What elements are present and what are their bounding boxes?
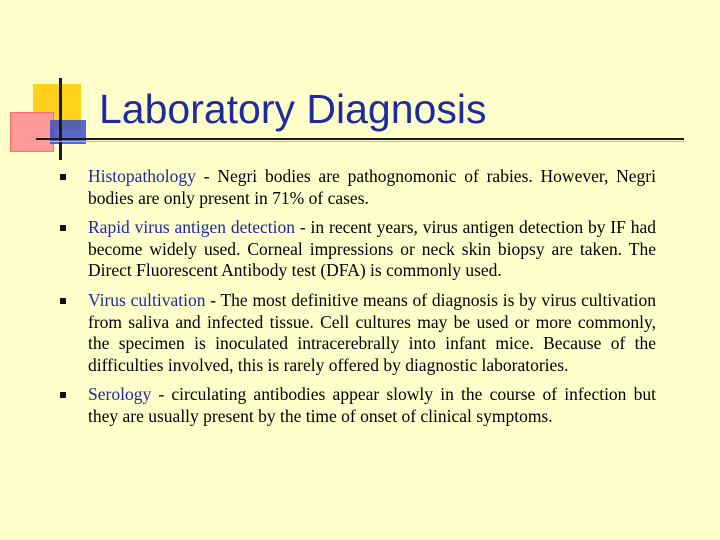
bullet-text: - in recent years, virus antigen detection by IF had become widely used. Corneal impressions or neck skin biopsy are taken. The Direct Fluorescent Antibody test (DFA) is commonly used. (88, 217, 656, 281)
bullet-term: Virus cultivation (88, 289, 206, 310)
bullet-term: Rapid virus antigen detection (88, 217, 296, 238)
title-underline (36, 138, 684, 140)
bullet-item-antigen-detection (60, 217, 656, 282)
bullet-text: - circulating antibodies appear slowly in the course of infection but they are usually present by the time of onset of clinical symptoms. (88, 384, 656, 426)
bullet-list (60, 166, 656, 436)
bullet-square-icon (60, 225, 66, 231)
slide-title: Laboratory Diagnosis (99, 86, 487, 132)
bullet-item-histopathology (60, 166, 656, 209)
bullet-text: - The most definitive means of diagnosis is by virus cultivation from saliva and infected tissue. Cell cultures may be used or more commonly, the specimen is inoculated intracerebrally into infant mice. Because of the difficulties involved, this is rarely offered by diagnostic laboratories. (88, 289, 657, 375)
bullet-item-serology (60, 384, 656, 427)
decorative-red-square (10, 112, 54, 152)
bullet-square-icon (60, 298, 66, 304)
bullet-term: Histopathology (88, 166, 196, 186)
title-underline-shadow (36, 141, 684, 142)
bullet-item-virus-cultivation (60, 290, 656, 376)
bullet-square-icon (60, 392, 66, 398)
bullet-term: Serology (88, 384, 152, 405)
bullet-text: - Negri bodies are pathognomonic of rabies. However, Negri bodies are only present in 71% of cases. (88, 166, 656, 208)
decorative-vertical-line (59, 78, 62, 160)
bullet-square-icon (60, 174, 66, 180)
